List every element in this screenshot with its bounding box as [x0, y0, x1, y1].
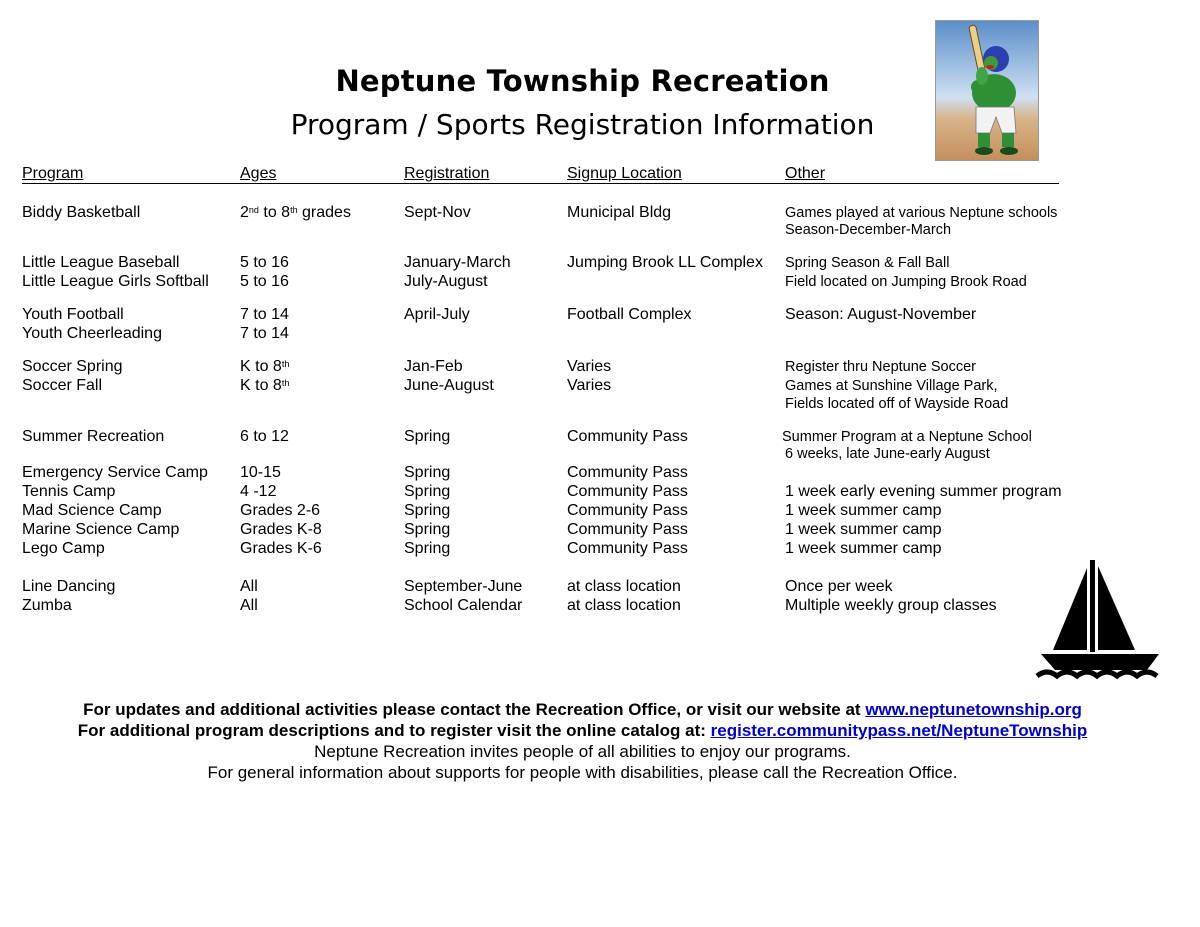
cell-program: Emergency Service Camp	[22, 464, 208, 481]
cell-ages: Grades K-6	[240, 540, 322, 557]
cell-program: Little League Baseball	[22, 254, 180, 271]
cell-other-line2: Fields located off of Wayside Road	[785, 396, 1009, 412]
cell-ages: 6 to 12	[240, 428, 289, 445]
cell-registration: Spring	[404, 502, 451, 519]
cell-registration: Spring	[404, 540, 451, 557]
website-link[interactable]: www.neptunetownship.org	[865, 700, 1082, 719]
cell-other: Games played at various Neptune schools	[785, 205, 1058, 221]
cell-location: Community Pass	[567, 540, 688, 557]
cell-location: Community Pass	[567, 483, 688, 500]
cell-location: Football Complex	[567, 306, 692, 323]
footer-line-website: For updates and additional activities please contact the Recreation Office, or visit our website at www.neptunetownship.org	[83, 700, 1082, 719]
cell-registration: January-March	[404, 254, 511, 271]
cell-registration: July-August	[404, 273, 488, 290]
cell-program: Soccer Fall	[22, 377, 103, 394]
cell-location: Community Pass	[567, 502, 688, 519]
column-header-signup-location: Signup Location	[567, 165, 682, 182]
cell-other: Games at Sunshine Village Park,	[785, 378, 998, 394]
cell-ages: 5 to 16	[240, 273, 289, 290]
page-title: Neptune Township Recreation	[335, 64, 830, 98]
cell-program: Marine Science Camp	[22, 521, 180, 538]
cell-other: Summer Program at a Neptune School	[782, 429, 1032, 445]
cell-program: Little League Girls Softball	[22, 273, 209, 290]
cell-other-line2: Season-December-March	[785, 222, 952, 238]
cell-other: 1 week summer camp	[785, 540, 942, 557]
cell-program: Mad Science Camp	[22, 502, 162, 519]
catalog-link[interactable]: register.communitypass.net/NeptuneTownship	[710, 721, 1088, 740]
cell-registration: Spring	[404, 428, 451, 445]
cell-program: Line Dancing	[22, 578, 116, 595]
cell-location: Varies	[567, 377, 612, 394]
cell-other: Once per week	[785, 578, 893, 595]
cell-ages: K to 8th	[240, 377, 290, 394]
page-subtitle: Program / Sports Registration Information	[290, 108, 875, 141]
cell-ages: Grades K-8	[240, 521, 322, 538]
cell-location: Varies	[567, 358, 612, 375]
cell-other: Season: August-November	[785, 306, 977, 323]
cell-other: 1 week early evening summer program	[785, 483, 1062, 500]
footer-line-invite: Neptune Recreation invites people of all abilities to enjoy our programs.	[314, 742, 851, 761]
cell-program: Lego Camp	[22, 540, 105, 557]
cell-location: Community Pass	[567, 521, 688, 538]
cell-program: Soccer Spring	[22, 358, 123, 375]
cell-other: 1 week summer camp	[785, 521, 942, 538]
cell-other: Field located on Jumping Brook Road	[785, 274, 1027, 290]
cell-ages: 7 to 14	[240, 306, 289, 323]
cell-other: 1 week summer camp	[785, 502, 942, 519]
cell-registration: Sept-Nov	[404, 204, 471, 221]
cell-location: Jumping Brook LL Complex	[567, 254, 763, 271]
cell-ages: 4 -12	[240, 483, 277, 500]
cell-other-line2: 6 weeks, late June-early August	[785, 446, 990, 462]
cell-registration: April-July	[404, 306, 470, 323]
cell-ages: K to 8th	[240, 358, 290, 375]
header-underline	[22, 183, 1059, 184]
cell-registration: Spring	[404, 521, 451, 538]
cell-program: Youth Cheerleading	[22, 325, 162, 342]
cell-program: Tennis Camp	[22, 483, 116, 500]
cell-ages: 2nd to 8th grades	[240, 204, 351, 221]
cell-other: Multiple weekly group classes	[785, 597, 997, 614]
cell-location: Community Pass	[567, 464, 688, 481]
cell-location: at class location	[567, 578, 681, 595]
cell-program: Biddy Basketball	[22, 204, 141, 221]
column-header-program: Program	[22, 165, 84, 182]
cell-location: Community Pass	[567, 428, 688, 445]
baseball-player-illustration	[935, 20, 1039, 161]
cell-ages: Grades 2-6	[240, 502, 321, 519]
cell-registration: Spring	[404, 483, 451, 500]
cell-ages: All	[240, 578, 258, 595]
cell-registration: September-June	[404, 578, 523, 595]
column-header-other: Other	[785, 165, 826, 182]
cell-ages: 7 to 14	[240, 325, 289, 342]
cell-program: Zumba	[22, 597, 72, 614]
cell-program: Summer Recreation	[22, 428, 165, 445]
cell-other: Register thru Neptune Soccer	[785, 359, 977, 375]
cell-registration: June-August	[404, 377, 494, 394]
footer-line-catalog: For additional program descriptions and to register visit the online catalog at: register.communitypass.net/NeptuneTownship	[77, 721, 1088, 740]
cell-ages: All	[240, 597, 258, 614]
cell-registration: Spring	[404, 464, 451, 481]
cell-other: Spring Season & Fall Ball	[785, 255, 950, 271]
cell-ages: 5 to 16	[240, 254, 289, 271]
cell-ages: 10-15	[240, 464, 281, 481]
cell-location: at class location	[567, 597, 681, 614]
cell-registration: Jan-Feb	[404, 358, 463, 375]
sailboat-icon	[1035, 558, 1165, 688]
cell-location: Municipal Bldg	[567, 204, 672, 221]
cell-registration: School Calendar	[404, 597, 523, 614]
column-header-registration: Registration	[404, 165, 490, 182]
footer-line-disabilities: For general information about supports for people with disabilities, please call the Recreation Office.	[207, 763, 958, 782]
cell-program: Youth Football	[22, 306, 124, 323]
column-header-ages: Ages	[240, 165, 277, 182]
